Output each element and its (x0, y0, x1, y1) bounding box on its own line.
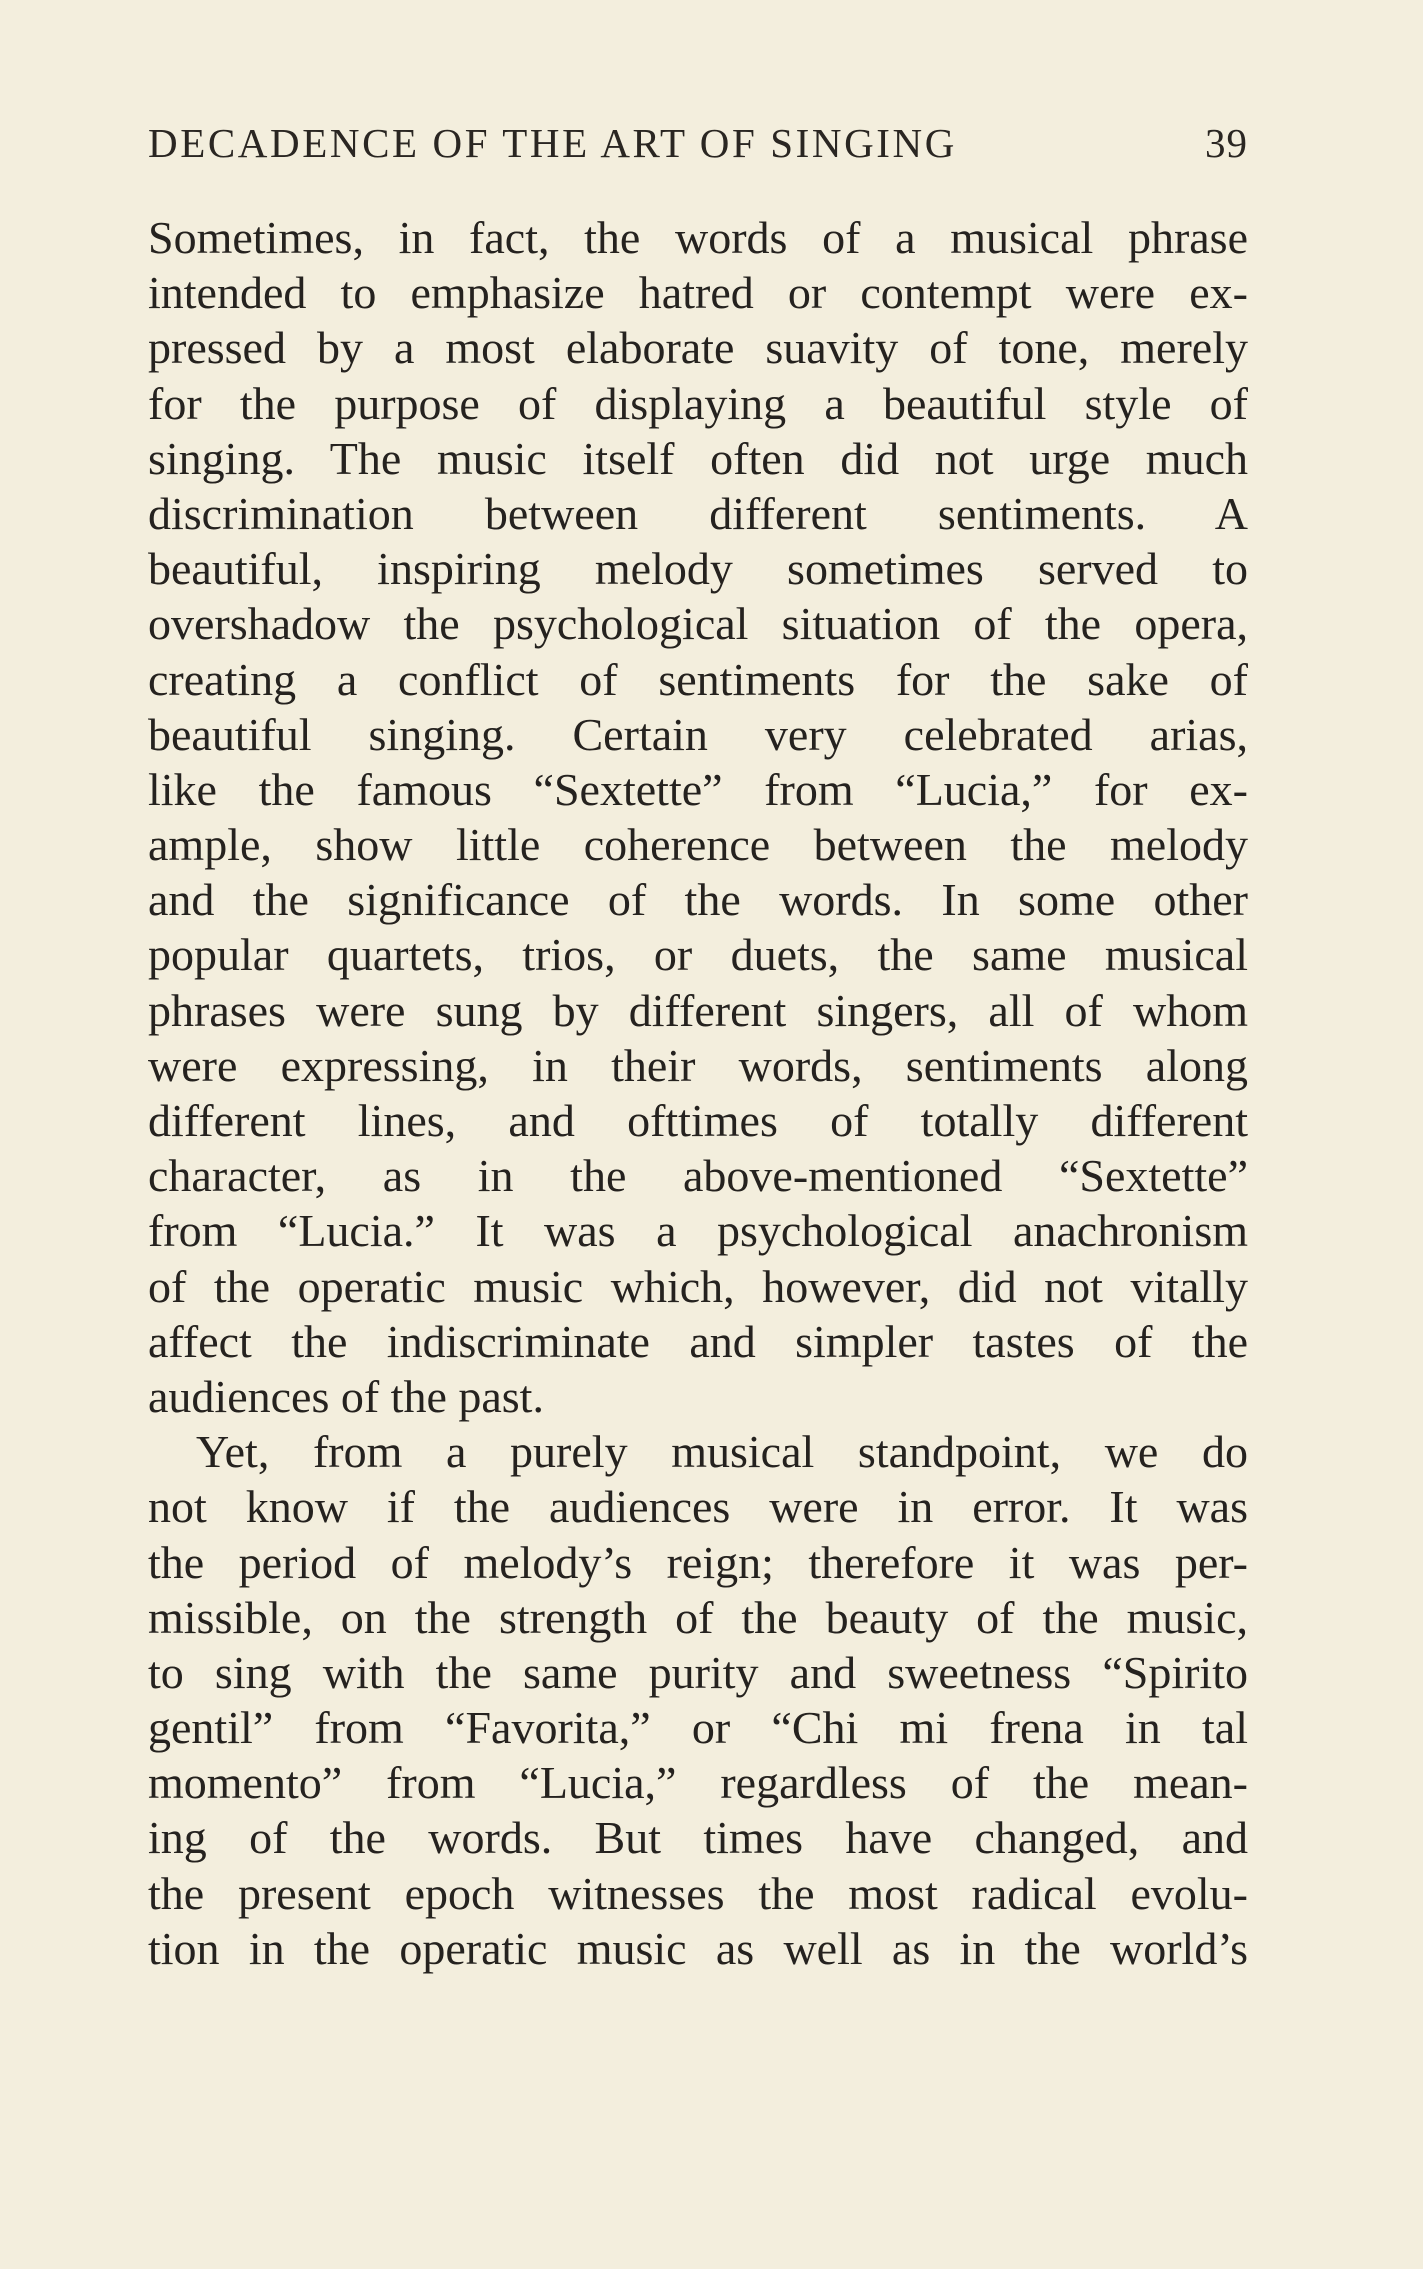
text-line: not know if the audiences were in error. It was (148, 1481, 1248, 1533)
text-line: for the purpose of displaying a beautiful style of (148, 377, 1248, 429)
text-line: popular quartets, trios, or duets, the same musical (148, 929, 1248, 981)
text-line: like the famous “Sextette” from “Lucia,” for ex- (148, 763, 1248, 815)
running-title: DECADENCE OF THE ART OF SINGING (148, 120, 957, 166)
text-line: pressed by a most elaborate suavity of tone, merely (148, 322, 1248, 374)
text-line: the present epoch witnesses the most radical evolu- (148, 1867, 1248, 1919)
text-line: singing. The music itself often did not urge much (148, 432, 1248, 484)
text-line: audiences of the past. (148, 1370, 544, 1422)
text-line: phrases were sung by different singers, all of whom (148, 984, 1248, 1036)
paragraph (148, 1424, 1248, 1976)
text-line: tion in the operatic music as well as in the world’s (148, 1922, 1248, 1974)
text-line: ample, show little coherence between the melody (148, 819, 1248, 871)
text-line: ing of the words. But times have changed, and (148, 1812, 1248, 1864)
text-line: the period of melody’s reign; therefore it was per- (148, 1536, 1248, 1588)
text-line: beautiful singing. Certain very celebrated arias, (148, 708, 1248, 760)
text-line: Yet, from a purely musical standpoint, we do (196, 1426, 1248, 1478)
text-line: beautiful, inspiring melody sometimes served to (148, 543, 1248, 595)
text-line: and the significance of the words. In some other (148, 874, 1248, 926)
text-line: gentil” from “Favorita,” or “Chi mi frena in tal (148, 1702, 1248, 1754)
text-line: from “Lucia.” It was a psychological anachronism (148, 1205, 1248, 1257)
text-line: intended to emphasize hatred or contempt were ex- (148, 267, 1248, 319)
text-line: discrimination between different sentiments. A (148, 487, 1248, 539)
paragraph (148, 210, 1248, 1424)
body-text (148, 210, 1248, 1976)
text-line: to sing with the same purity and sweetness “Spirito (148, 1646, 1248, 1698)
text-line: Sometimes, in fact, the words of a musical phrase (148, 212, 1248, 263)
text-line: missible, on the strength of the beauty of the music, (148, 1591, 1248, 1643)
text-line: affect the indiscriminate and simpler tastes of the (148, 1315, 1248, 1367)
text-line: of the operatic music which, however, did not vitally (148, 1260, 1248, 1312)
text-line: momento” from “Lucia,” regardless of the mean- (148, 1757, 1248, 1809)
text-line: creating a conflict of sentiments for the sake of (148, 653, 1248, 705)
text-line: overshadow the psychological situation of the opera, (148, 598, 1248, 650)
text-line: character, as in the above-mentioned “Sextette” (148, 1150, 1248, 1202)
text-line: different lines, and ofttimes of totally different (148, 1095, 1248, 1146)
page-number: 39 (1205, 120, 1248, 166)
text-line: were expressing, in their words, sentiments along (148, 1039, 1248, 1091)
running-head (148, 118, 1248, 168)
